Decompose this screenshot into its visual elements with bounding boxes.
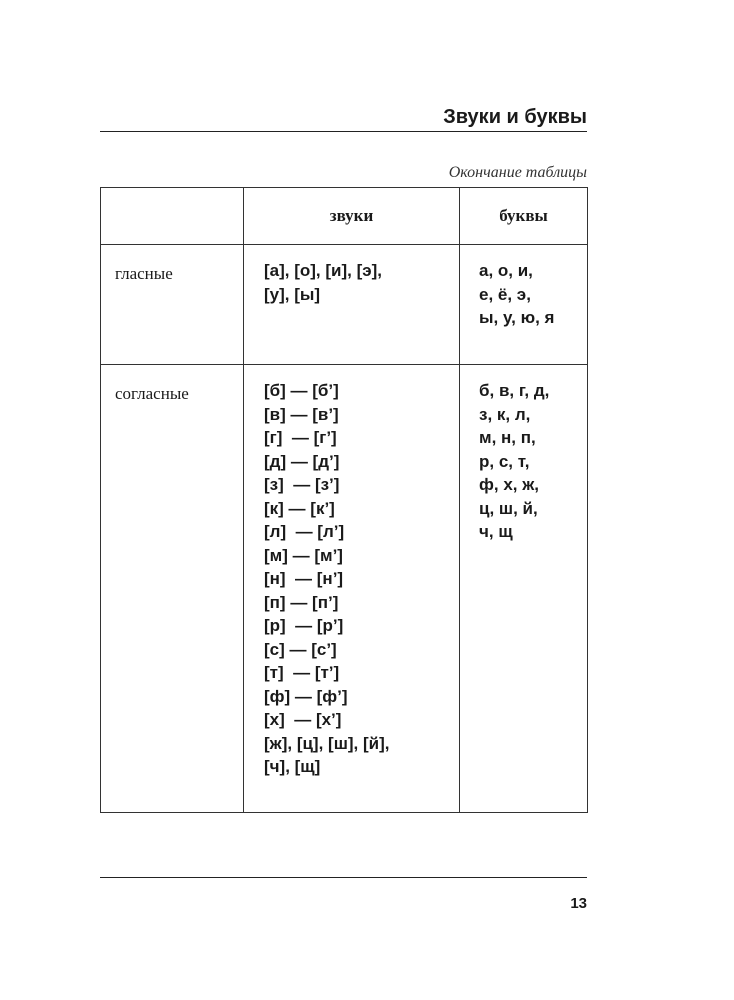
consonant-sounds-cell — [244, 365, 460, 813]
column-header-letters: буквы — [460, 188, 588, 245]
sound-line: [г] — [г’] — [264, 428, 337, 447]
page-title: Звуки и буквы — [443, 106, 587, 128]
table-caption: Окончание таблицы — [448, 164, 587, 181]
vowel-sounds-cell — [244, 245, 460, 365]
sound-line: [а], [о], [и], [э], — [264, 261, 383, 280]
sound-line: [д] — [д’] — [264, 451, 340, 471]
sound-line: [в] — [в’] — [264, 404, 339, 424]
column-header-empty — [101, 188, 244, 245]
letter-line: ч, щ — [479, 522, 513, 541]
letter-line: ы, у, ю, я — [479, 308, 555, 327]
letter-line: ц, ш, й, — [479, 498, 538, 518]
row-label-consonants: согласные — [101, 365, 244, 813]
sound-line: [х] — [х’] — [264, 710, 342, 729]
header-divider — [100, 131, 587, 132]
row-label-vowels: гласные — [101, 245, 244, 365]
letter-line: з, к, л, — [479, 404, 531, 424]
sound-line: [т] — [т’] — [264, 663, 340, 682]
letter-line: ф, х, ж, — [479, 475, 539, 494]
table-row-consonants — [101, 365, 588, 813]
sound-line: [н] — [н’] — [264, 569, 344, 588]
column-header-sounds: звуки — [244, 188, 460, 245]
sound-line: [з] — [з’] — [264, 475, 340, 494]
letter-line: м, н, п, — [479, 428, 536, 447]
sounds-letters-table — [100, 187, 588, 813]
sound-line: [ф] — [ф’] — [264, 686, 348, 706]
consonant-letters-cell — [460, 365, 588, 813]
sound-line: [ж], [ц], [ш], [й], — [264, 733, 390, 753]
letter-line: а, о, и, — [479, 261, 533, 280]
vowel-letters-cell — [460, 245, 588, 365]
sound-line: [с] — [с’] — [264, 639, 337, 659]
sound-line: [у], [ы] — [264, 284, 321, 304]
table-row-vowels — [101, 245, 588, 365]
sound-line: [л] — [л’] — [264, 522, 345, 541]
sound-line: [м] — [м’] — [264, 545, 343, 565]
sound-line: [к] — [к’] — [264, 498, 335, 518]
letter-line: б, в, г, д, — [479, 381, 550, 400]
letter-line: р, с, т, — [479, 451, 530, 471]
sound-line: [ч], [щ] — [264, 757, 321, 776]
page-number: 13 — [570, 895, 587, 912]
table-header-row — [101, 188, 588, 245]
sound-line: [р] — [р’] — [264, 616, 344, 635]
sound-line: [п] — [п’] — [264, 592, 339, 612]
letter-line: е, ё, э, — [479, 284, 531, 304]
footer-divider — [100, 877, 587, 878]
sound-line: [б] — [б’] — [264, 381, 339, 400]
